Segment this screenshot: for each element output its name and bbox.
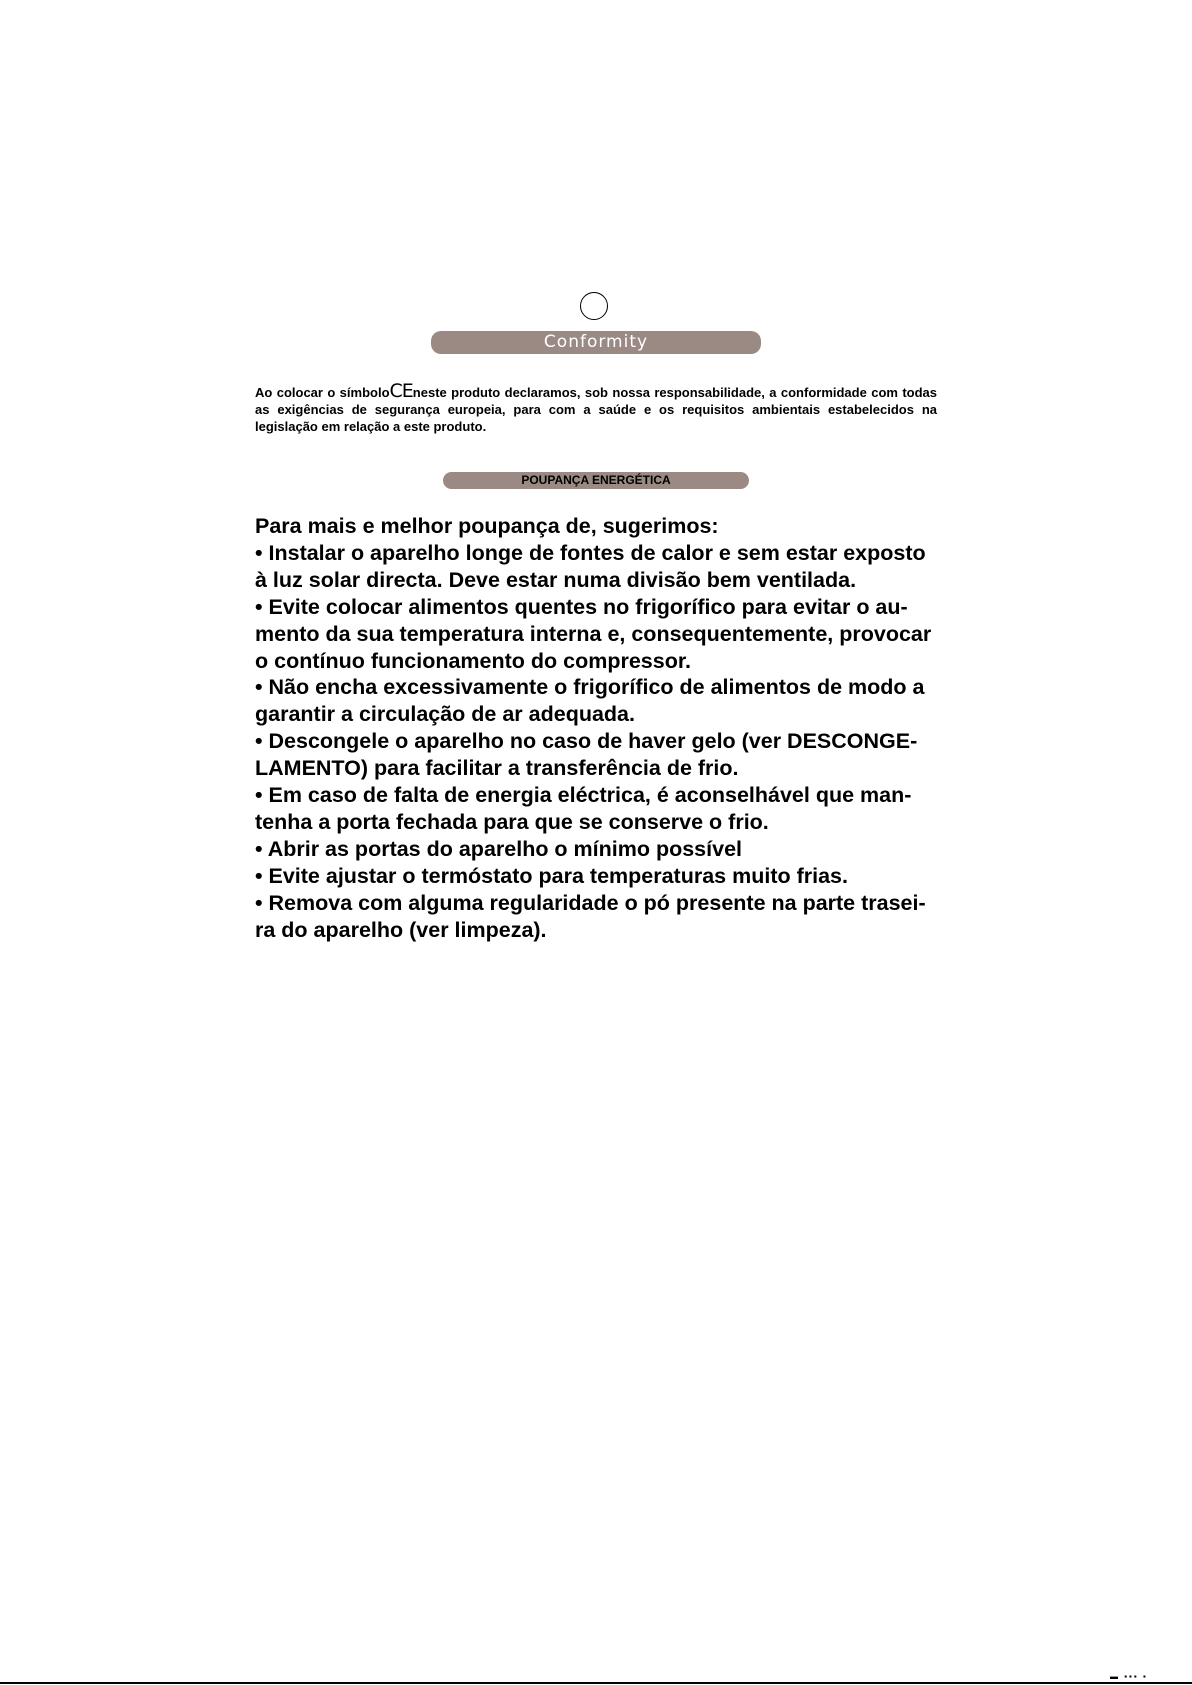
ce-mark-icon: CE: [389, 380, 413, 402]
energy-tip-line: ra do aparelho (ver limpeza).: [255, 917, 547, 942]
energy-tip-line: • Abrir as portas do aparelho o mínimo possível: [255, 836, 743, 861]
conformity-header: Conformity: [431, 331, 761, 354]
conformity-text-before: Ao colocar o símbolo: [255, 385, 390, 400]
energy-tip-line: mento da sua temperatura interna e, consequentemente, provocar: [255, 621, 932, 646]
energy-tip-line: • Evite colocar alimentos quentes no frigorífico para evitar o au-: [255, 594, 908, 619]
bottom-divider: [0, 1682, 1192, 1684]
energy-tip-line: • Descongele o aparelho no caso de haver gelo (ver DESCONGE-: [255, 729, 918, 754]
energy-tips-intro: Para mais e melhor poupança de, sugerimos:: [255, 514, 719, 538]
energy-tip-line: • Em caso de falta de energia eléctrica, é aconselhável que man-: [255, 783, 912, 808]
energy-tip-line: • Evite ajustar o termóstato para temperaturas muito frias.: [255, 863, 848, 888]
energy-tips-list: [255, 513, 940, 944]
energy-saving-header: POUPANÇA ENERGÉTICA: [443, 472, 749, 489]
energy-tip-line: o contínuo funcionamento do compressor.: [255, 648, 691, 673]
energy-tip-line: LAMENTO) para facilitar a transferência de frio.: [255, 756, 739, 781]
energy-tip-line: garantir a circulação de ar adequada.: [255, 702, 635, 727]
energy-tip-line: tenha a porta fechada para que se conserve o frio.: [255, 809, 769, 834]
energy-tip-line: • Instalar o aparelho longe de fontes de calor e sem estar exposto: [255, 540, 926, 565]
energy-tip-line: • Remova com alguma regularidade o pó presente na parte trasei-: [255, 890, 926, 915]
conformity-text-after: neste produto declaramos, sob nossa responsabilidade, a conformidade com todas as exigências de segurança europeia, para com a saúde e os requisitos ambientais estabelecidos na legislação em relação a este produto.: [255, 385, 938, 434]
conformity-paragraph: [255, 380, 938, 435]
energy-tip-line: • Não encha excessivamente o frigorífico de alimentos de modo a: [255, 675, 925, 700]
page-marker-circle: [580, 292, 608, 320]
printer-crop-marks: ▬ ▪▪▪ ▪: [1110, 1672, 1148, 1681]
energy-tip-line: à luz solar directa. Deve estar numa divisão bem ventilada.: [255, 567, 857, 592]
